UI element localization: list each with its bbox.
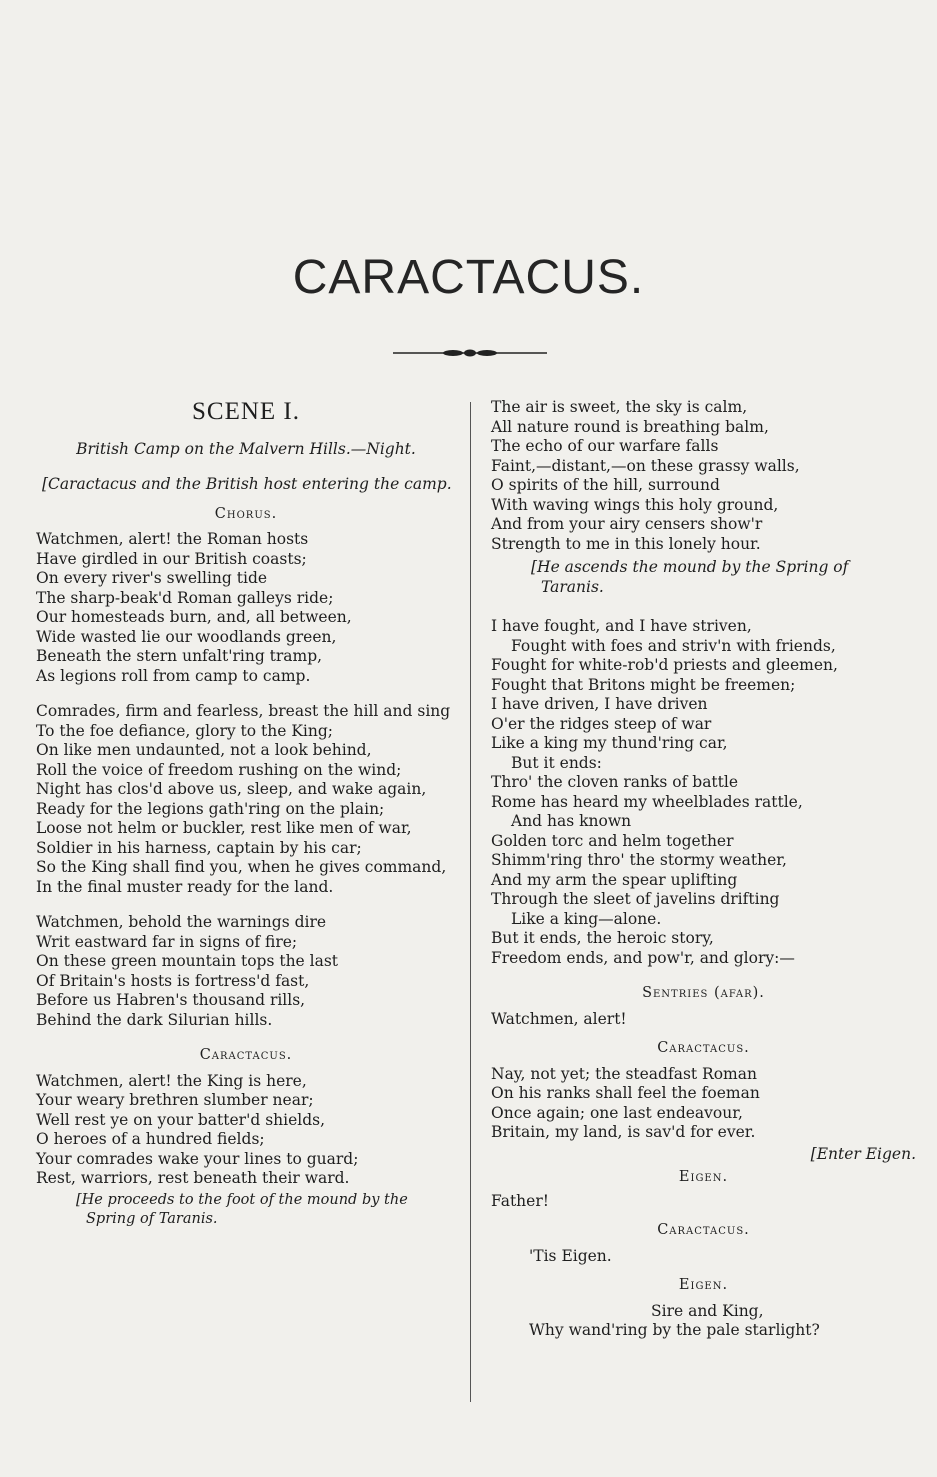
ornament-divider bbox=[393, 348, 547, 358]
verse-line: The air is sweet, the sky is calm, bbox=[491, 398, 748, 416]
verse-line: Like a king my thund'ring car, bbox=[491, 734, 728, 752]
verse-line: Thro' the cloven ranks of battle bbox=[491, 773, 739, 791]
scene-heading: SCENE I. bbox=[192, 398, 300, 425]
speaker-label: Sentries (afar). bbox=[642, 985, 765, 1001]
verse-line: Your comrades wake your lines to guard; bbox=[36, 1149, 359, 1168]
verse-line: Soldier in his harness, captain by his car; bbox=[36, 838, 362, 857]
verse-line: Ready for the legions gath'ring on the plain; bbox=[36, 799, 385, 818]
stanza bbox=[491, 1065, 916, 1143]
verse-line: Well rest ye on your batter'd shields, bbox=[36, 1110, 326, 1129]
verse-line: But it ends, the heroic story, bbox=[491, 929, 714, 947]
stanza bbox=[491, 398, 916, 554]
left-column bbox=[36, 398, 456, 1230]
verse-line: Wide wasted lie our woodlands green, bbox=[36, 627, 337, 646]
stage-direction: [Enter Eigen. bbox=[810, 1144, 916, 1163]
verse-line: Before us Habren's thousand rills, bbox=[36, 991, 306, 1009]
verse-line: Roll the voice of freedom rushing on the wind; bbox=[36, 760, 402, 779]
stanza bbox=[36, 1072, 456, 1189]
verse-line: Fought for white-rob'd priests and gleemen, bbox=[491, 656, 838, 674]
verse-line: And has known bbox=[511, 812, 632, 830]
verse-line: Beneath the stern unfalt'ring tramp, bbox=[36, 647, 323, 665]
verse-line: Father! bbox=[491, 1191, 549, 1210]
verse-line: Fought that Britons might be freemen; bbox=[491, 675, 796, 694]
right-column bbox=[491, 398, 916, 1341]
verse-line: Loose not helm or buckler, rest like men of war, bbox=[36, 819, 412, 837]
verse-line: Watchmen, alert! bbox=[491, 1009, 627, 1028]
verse-line: Night has clos'd above us, sleep, and wake again, bbox=[36, 780, 427, 798]
stanza bbox=[36, 913, 456, 1030]
stage-direction: [Caractacus and the British host entering the camp. bbox=[42, 475, 452, 493]
stanza bbox=[36, 530, 456, 686]
stanza bbox=[36, 702, 456, 897]
speaker-label: Caractacus. bbox=[657, 1040, 750, 1056]
verse-line: Rest, warriors, rest beneath their ward. bbox=[36, 1169, 350, 1187]
verse-line: Like a king—alone. bbox=[511, 909, 662, 928]
verse-line: Once again; one last endeavour, bbox=[491, 1103, 743, 1122]
verse-line: I have driven, I have driven bbox=[491, 695, 708, 713]
verse-line: To the foe defiance, glory to the King; bbox=[36, 721, 334, 740]
verse-line: Writ eastward far in signs of fire; bbox=[36, 932, 298, 951]
verse-line: Freedom ends, and pow'r, and glory:— bbox=[491, 948, 795, 967]
page-title: CARACTACUS. bbox=[292, 251, 645, 304]
verse-line: Watchmen, alert! the Roman hosts bbox=[36, 530, 309, 548]
verse-line: Watchmen, behold the warnings dire bbox=[36, 913, 327, 931]
verse-line: All nature round is breathing balm, bbox=[491, 417, 769, 436]
verse-line: I have fought, and I have striven, bbox=[491, 617, 752, 635]
verse-line: Sire and King, bbox=[651, 1301, 764, 1320]
verse-line: Nay, not yet; the steadfast Roman bbox=[491, 1064, 757, 1083]
verse-line: Faint,—distant,—on these grassy walls, bbox=[491, 456, 800, 475]
verse-line: The sharp-beak'd Roman galleys ride; bbox=[36, 588, 334, 607]
verse-line: On his ranks shall feel the foeman bbox=[491, 1084, 760, 1102]
speaker-label: Caractacus. bbox=[199, 1047, 293, 1063]
verse-line: Rome has heard my wheelblades rattle, bbox=[491, 792, 803, 811]
verse-line: O spirits of the hill, surround bbox=[491, 476, 720, 494]
verse-line: And from your airy censers show'r bbox=[491, 515, 763, 533]
speaker-label: Chorus. bbox=[214, 505, 278, 522]
speaker-label: Eigen. bbox=[678, 1169, 729, 1185]
verse-line: Britain, my land, is sav'd for ever. bbox=[491, 1123, 756, 1141]
verse-line: Fought with foes and striv'n with friends, bbox=[511, 636, 836, 655]
verse-line: In the final muster ready for the land. bbox=[36, 877, 334, 896]
speaker-label: Eigen. bbox=[678, 1277, 729, 1293]
verse-line: Why wand'ring by the pale starlight? bbox=[529, 1321, 820, 1339]
column-divider bbox=[470, 402, 471, 1402]
verse-line: But it ends: bbox=[511, 753, 602, 772]
verse-line: So the King shall find you, when he gives command, bbox=[36, 858, 447, 876]
verse-line: 'Tis Eigen. bbox=[529, 1246, 612, 1265]
verse-line: Through the sleet of javelins drifting bbox=[491, 890, 780, 908]
stage-direction: [He proceeds to the foot of the mound by the Spring of Taranis. bbox=[76, 1191, 408, 1227]
verse-line: Golden torc and helm together bbox=[491, 831, 734, 850]
verse-line: With waving wings this holy ground, bbox=[491, 495, 779, 514]
verse-line: Of Britain's hosts is fortress'd fast, bbox=[36, 971, 310, 990]
verse-line: O'er the ridges steep of war bbox=[491, 714, 712, 733]
speaker-label: Caractacus. bbox=[657, 1222, 750, 1238]
verse-line: On every river's swelling tide bbox=[36, 569, 268, 587]
verse-line: Comrades, firm and fearless, breast the hill and sing bbox=[36, 702, 451, 720]
stage-direction: [He ascends the mound by the Spring of Taranis. bbox=[531, 558, 849, 596]
verse-line: O heroes of a hundred fields; bbox=[36, 1130, 265, 1148]
scene-setting: British Camp on the Malvern Hills.—Night. bbox=[76, 439, 416, 458]
verse-line: Our homesteads burn, and, all between, bbox=[36, 608, 352, 626]
verse-line: As legions roll from camp to camp. bbox=[36, 666, 311, 685]
verse-line: Have girdled in our British coasts; bbox=[36, 549, 307, 568]
verse-line: Watchmen, alert! the King is here, bbox=[36, 1071, 307, 1090]
verse-line: And my arm the spear uplifting bbox=[491, 870, 738, 889]
verse-line: Your weary brethren slumber near; bbox=[36, 1091, 314, 1109]
verse-line: The echo of our warfare falls bbox=[491, 437, 719, 455]
verse-line: On these green mountain tops the last bbox=[36, 952, 339, 970]
stanza bbox=[491, 617, 916, 968]
verse-line: Strength to me in this lonely hour. bbox=[491, 534, 761, 553]
verse-line: On like men undaunted, not a look behind, bbox=[36, 741, 372, 759]
verse-line: Shimm'ring thro' the stormy weather, bbox=[491, 851, 787, 869]
verse-line: Behind the dark Silurian hills. bbox=[36, 1010, 273, 1029]
